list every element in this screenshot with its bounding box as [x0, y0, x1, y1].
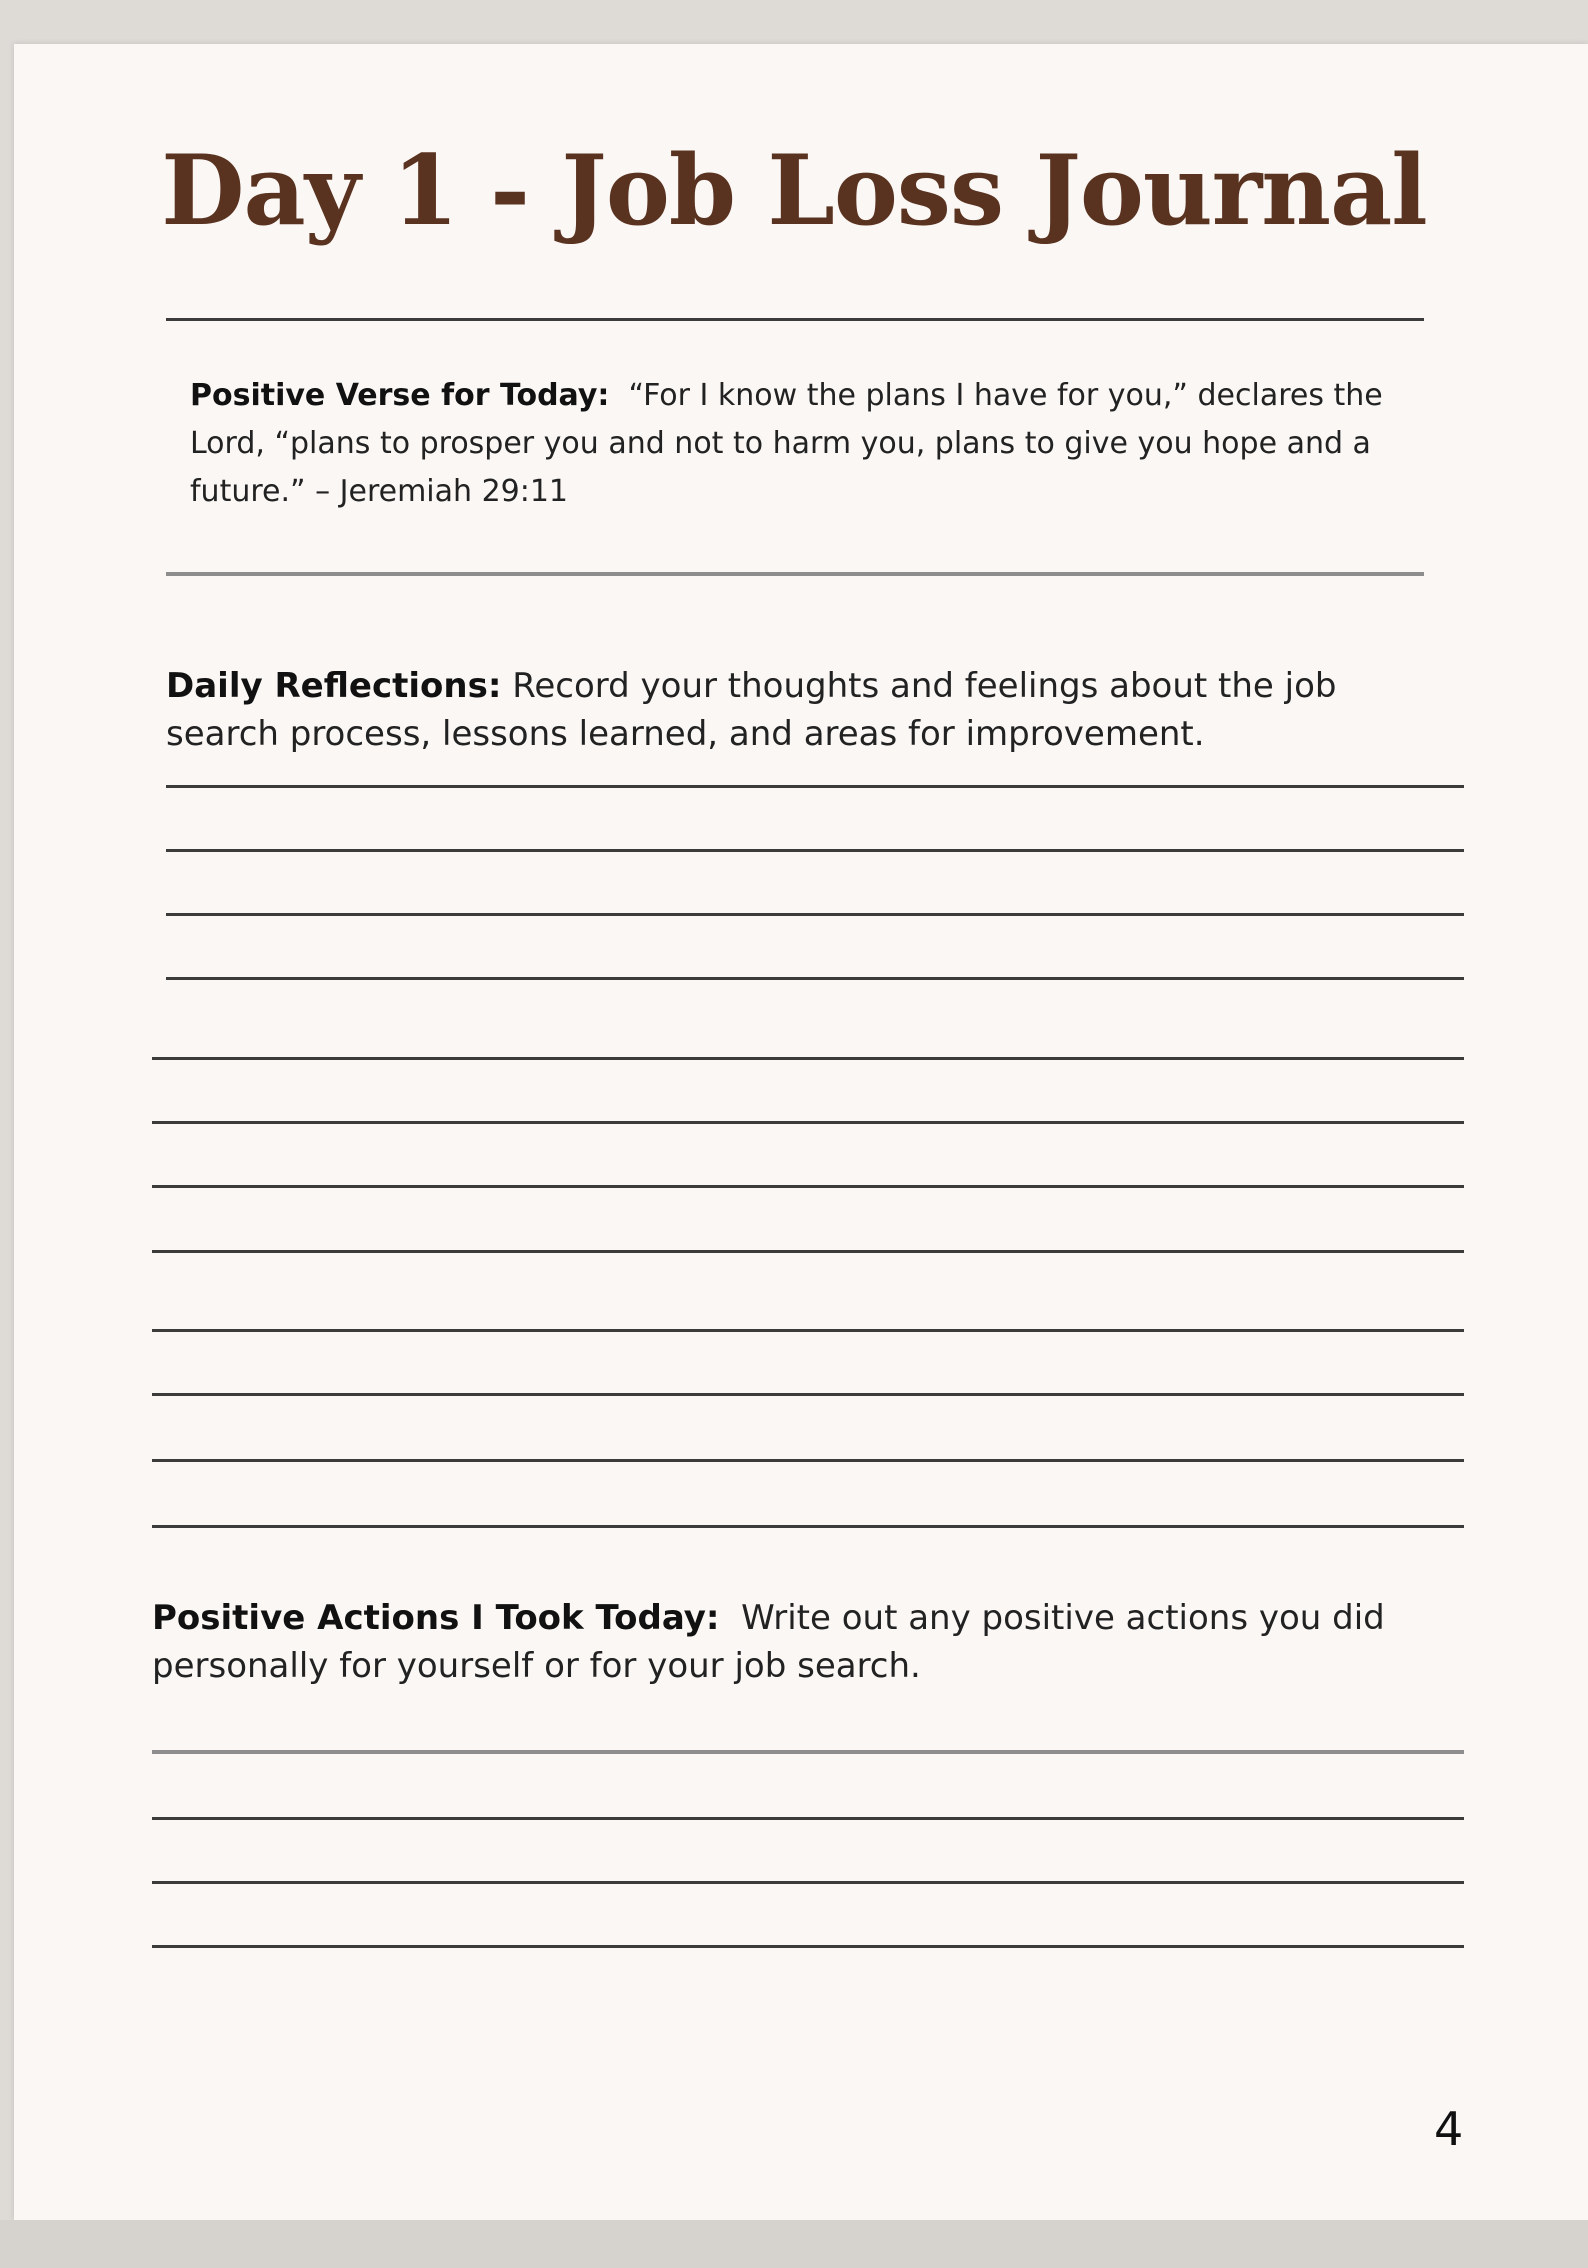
writing-line[interactable] — [152, 1057, 1464, 1060]
writing-line[interactable] — [152, 1250, 1464, 1253]
actions-text: Write out any positive actions you did personally for yourself or for your job search. — [152, 1598, 1385, 1686]
writing-line[interactable] — [152, 1459, 1464, 1462]
writing-line[interactable] — [166, 849, 1464, 852]
writing-line[interactable] — [152, 1185, 1464, 1188]
verse-section — [190, 372, 1400, 516]
writing-line[interactable] — [152, 1881, 1464, 1884]
reflections-text: Record your thoughts and feelings about the job search process, lessons learned, and areas for improvement. — [166, 666, 1337, 754]
page-bottom-band — [0, 2220, 1588, 2268]
reflections-section — [166, 662, 1426, 758]
writing-line[interactable] — [152, 1945, 1464, 1948]
page-number: 4 — [1434, 2102, 1464, 2156]
title-divider — [166, 318, 1424, 321]
verse-text: “For I know the plans I have for you,” declares the Lord, “plans to prosper you and not to harm you, plans to give you hope and a future.” – Jeremiah 29:11 — [190, 378, 1383, 509]
writing-line[interactable] — [152, 1817, 1464, 1820]
verse-divider — [166, 572, 1424, 576]
writing-line[interactable] — [152, 1121, 1464, 1124]
verse-label: Positive Verse for Today: — [190, 378, 610, 413]
reflections-label: Daily Reflections: — [166, 666, 502, 706]
writing-line[interactable] — [166, 785, 1464, 788]
writing-line[interactable] — [152, 1393, 1464, 1396]
writing-line[interactable] — [152, 1329, 1464, 1332]
writing-line[interactable] — [152, 1525, 1464, 1528]
page-title: Day 1 - Job Loss Journal — [161, 134, 1427, 247]
writing-line[interactable] — [166, 913, 1464, 916]
actions-label: Positive Actions I Took Today: — [152, 1598, 720, 1638]
writing-line[interactable] — [166, 977, 1464, 980]
actions-section — [152, 1594, 1452, 1690]
writing-line[interactable] — [152, 1750, 1464, 1754]
journal-page — [14, 44, 1588, 2220]
